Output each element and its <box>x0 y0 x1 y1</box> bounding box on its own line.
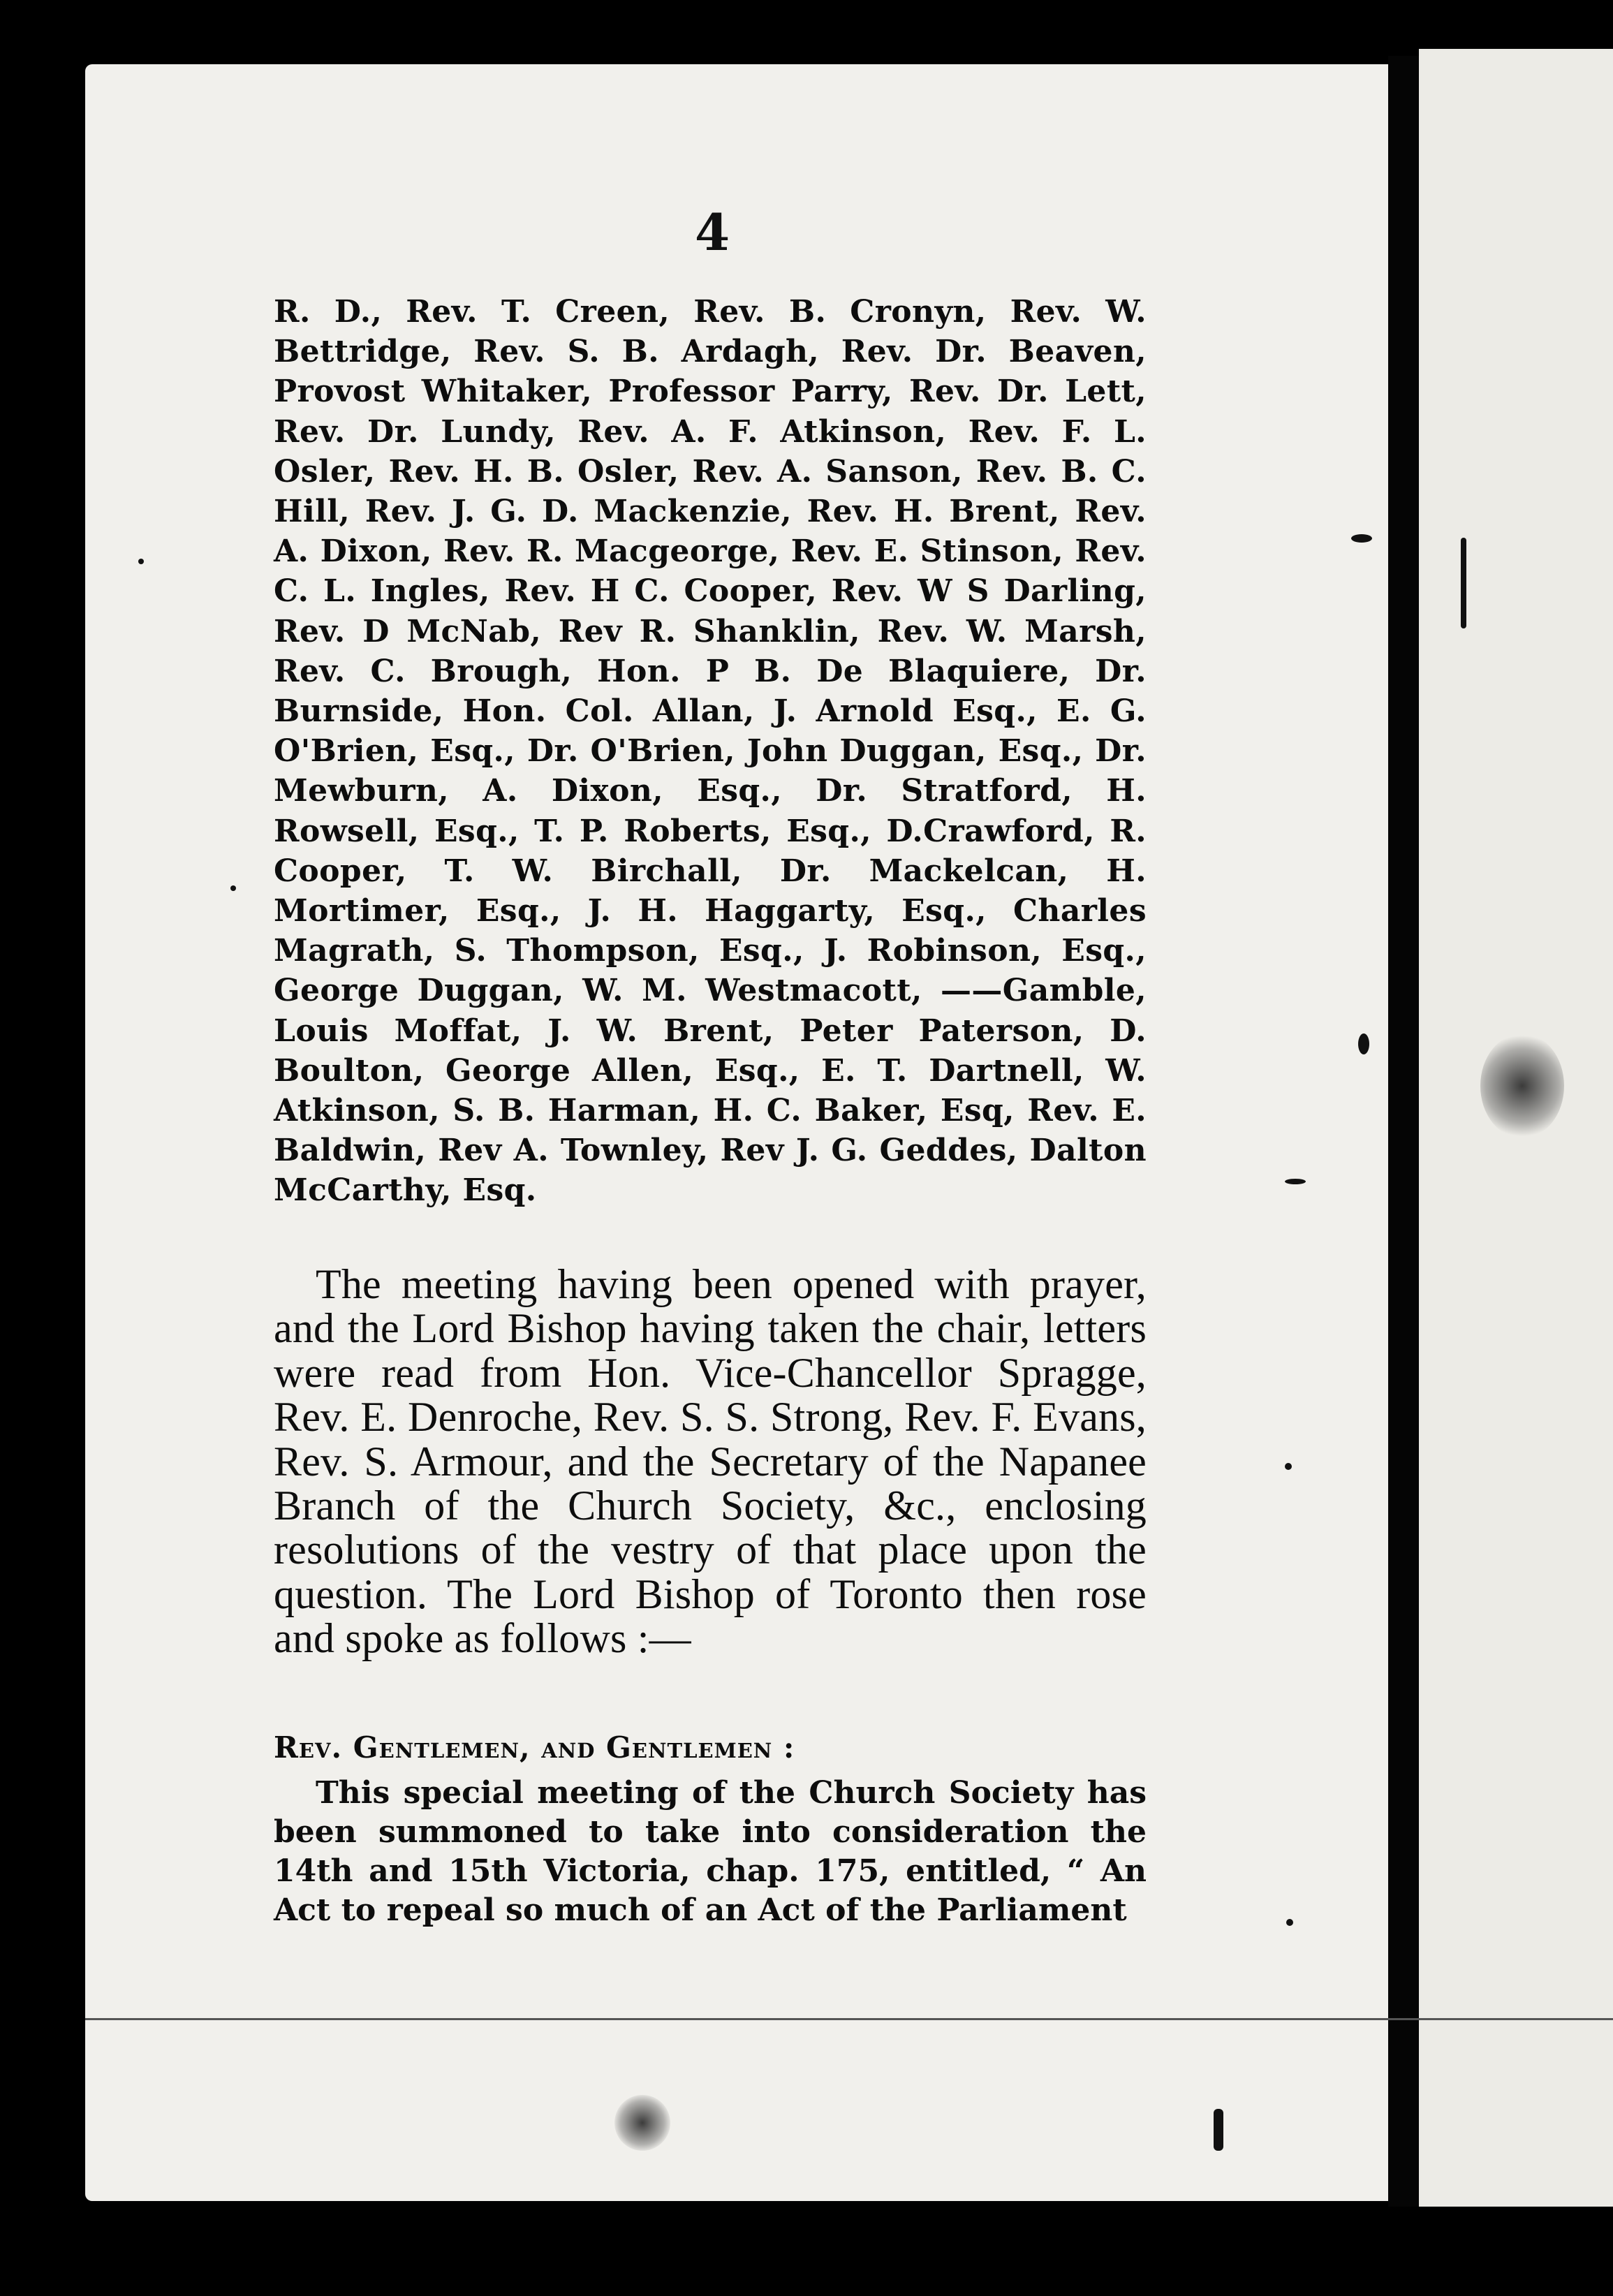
ink-speck <box>1286 1919 1293 1926</box>
ink-speck <box>1358 1033 1369 1054</box>
ink-blot <box>614 2095 670 2151</box>
ink-speck <box>1285 1463 1292 1470</box>
ink-speck <box>138 559 144 564</box>
page-number: 4 <box>695 203 730 262</box>
book-spine <box>1388 56 1419 2207</box>
page-fold-line <box>85 2018 1613 2020</box>
ink-speck <box>1285 1179 1306 1184</box>
speech-paragraph <box>274 1774 1147 1930</box>
ink-speck <box>230 885 236 891</box>
ink-speck <box>1461 538 1466 628</box>
speech-salutation: Rev. Gentlemen, and Gentlemen : <box>274 1730 795 1765</box>
meeting-paragraph-text: The meeting having been opened with prayer, and the Lord Bishop having taken the chair, letters were read from Hon. Vice-Chancellor Spragge, Rev. E. Denroche, Rev. S. S. Strong, Rev. F. Evans, Rev. S. Armour, and the Secretary of the Napanee Branch of the Church Society, &c., enclosing resolutions of the vestry of that place upon the question. The Lord Bishop of Toronto then rose and spoke as follows :— <box>274 1261 1147 1662</box>
ink-speck <box>1214 2109 1223 2151</box>
meeting-paragraph <box>274 1263 1147 1661</box>
ink-speck <box>1351 534 1372 543</box>
speech-paragraph-text: This special meeting of the Church Society has been summoned to take into consideration the 14th and 15th Victoria, chap. 175, entitled, “ An Act to repeal so much of an Act of the Parliament <box>274 1775 1147 1928</box>
ink-blot <box>1480 1033 1564 1138</box>
attendee-list-text: R. D., Rev. T. Creen, Rev. B. Cronyn, Rev. W. Bettridge, Rev. S. B. Ardagh, Rev. Dr. Beaven, Provost Whitaker, Professor Parry, Rev. Dr. Lett, Rev. Dr. Lundy, Rev. A. F. Atkinson, Rev. F. L. Osler, Rev. H. B. Osler, Rev. A. Sanson, Rev. B. C. Hill, Rev. J. G. D. Mackenzie, Rev. H. Brent, Rev. A. Dixon, Rev. R. Macgeorge, Rev. E. Stinson, Rev. C. L. Ingles, Rev. H C. Cooper, Rev. W S Darling, Rev. D McNab, Rev R. Shanklin, Rev. W. Marsh, Rev. C. Brough, Hon. P B. De Blaquiere, Dr. Burnside, Hon. Col. Allan, J. Arnold Esq., E. G. O'Brien, Esq., Dr. O'Brien, John Duggan, Esq., Dr. Mewburn, A. Dixon, Esq., Dr. Stratford, H. Rowsell, Esq., T. P. Roberts, Esq., D.Crawford, R. Cooper, T. W. Birchall, Dr. Mackelcan, H. Mortimer, Esq., J. H. Haggarty, Esq., Charles Magrath, S. Thompson, Esq., J. Robinson, Esq., George Duggan, W. M. Westmacott, ——Gamble, Louis Moffat, J. W. Brent, Peter Paterson, D. Boulton, George Allen, Esq., E. T. Dartnell, W. Atkinson, S. B. Harman, H. C. Baker, Esq, Rev. E. Baldwin, Rev A. Townley, Rev J. G. Geddes, Dalton McCarthy, Esq. <box>274 294 1147 1209</box>
attendee-list <box>274 292 1147 1211</box>
